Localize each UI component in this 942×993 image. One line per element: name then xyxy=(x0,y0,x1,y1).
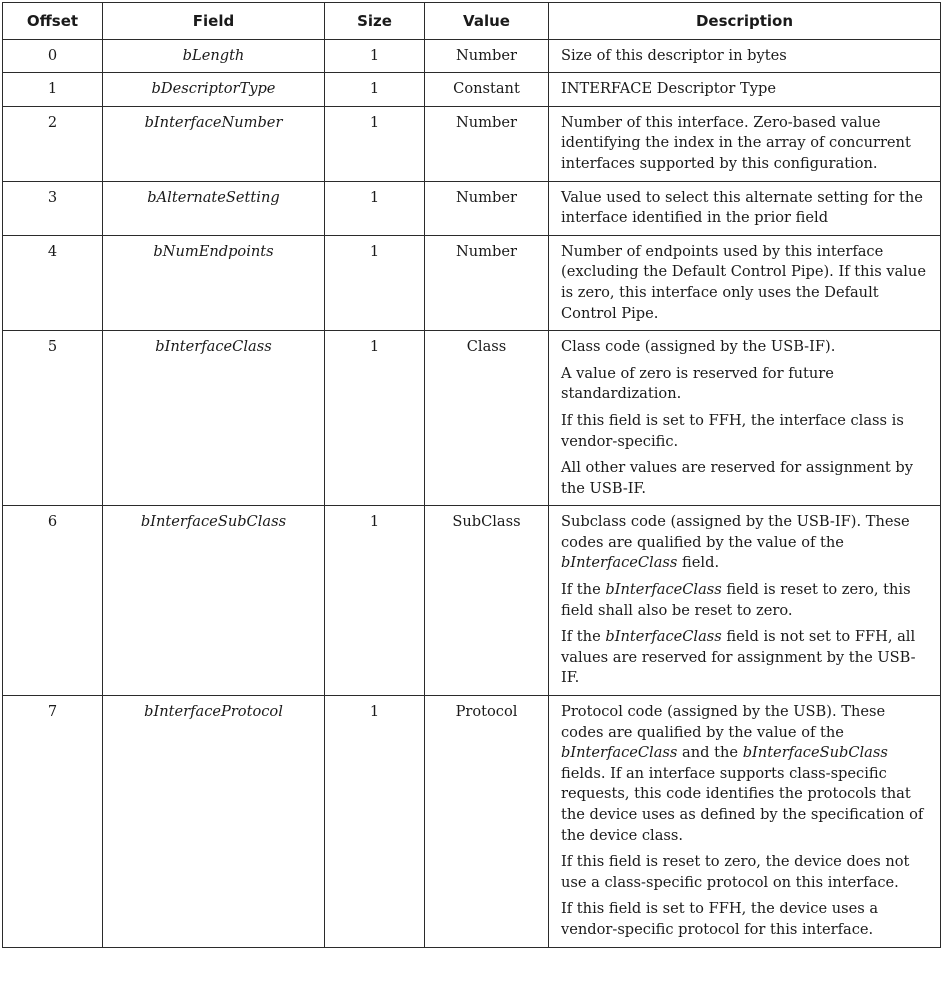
text-run: Protocol code (assigned by the USB). These codes are qualified by the value of the xyxy=(561,703,886,741)
table-row xyxy=(3,39,941,73)
value-cell: Number xyxy=(425,181,549,235)
value-cell: Number xyxy=(425,106,549,181)
text-run: Subclass code (assigned by the USB-IF). These codes are qualified by the value of the xyxy=(561,513,910,551)
field-reference: bInterfaceSubClass xyxy=(742,744,888,762)
description-text: All other values are reserved for assignment by the USB-IF. xyxy=(561,459,913,497)
description-text: Number of this interface. Zero-based value identifying the index in the array of concurrent interfaces supported by this configuration. xyxy=(561,113,911,172)
description-cell xyxy=(549,181,941,235)
value-cell: Number xyxy=(425,39,549,73)
description-text: INTERFACE Descriptor Type xyxy=(561,80,776,98)
description-text: If this field is set to FFH, the device uses a vendor-specific protocol for this interface. xyxy=(561,900,879,938)
field-cell: bNumEndpoints xyxy=(103,235,325,330)
field-cell: bInterfaceNumber xyxy=(103,106,325,181)
table-row xyxy=(3,506,941,696)
description-text: Size of this descriptor in bytes xyxy=(561,46,787,64)
value-cell: Number xyxy=(425,235,549,330)
size-cell: 1 xyxy=(325,235,425,330)
description-text xyxy=(561,702,930,846)
table-row xyxy=(3,73,941,107)
field-cell: bLength xyxy=(103,39,325,73)
size-cell: 1 xyxy=(325,39,425,73)
field-cell: bDescriptorType xyxy=(103,73,325,107)
offset-cell: 6 xyxy=(3,506,103,696)
field-reference: bInterfaceClass xyxy=(605,581,722,599)
value-cell: Class xyxy=(425,331,549,506)
table-row xyxy=(3,696,941,948)
offset-cell: 7 xyxy=(3,696,103,948)
table-row xyxy=(3,235,941,330)
table-row xyxy=(3,106,941,181)
header-description: Description xyxy=(549,3,941,40)
field-reference: bInterfaceClass xyxy=(561,554,678,572)
description-cell xyxy=(549,235,941,330)
header-field: Field xyxy=(103,3,325,40)
table-row xyxy=(3,181,941,235)
text-run: and the xyxy=(677,744,743,762)
size-cell: 1 xyxy=(325,696,425,948)
field-cell: bInterfaceClass xyxy=(103,331,325,506)
text-run: fields. If an interface supports class-specific requests, this code identifies the protocols that the device uses as defined by the specification of the device class. xyxy=(561,764,924,844)
offset-cell: 5 xyxy=(3,331,103,506)
description-cell xyxy=(549,106,941,181)
text-run: field is reset to zero, this field shall also be reset to zero. xyxy=(561,581,911,619)
field-reference: bInterfaceClass xyxy=(605,628,722,646)
header-value: Value xyxy=(425,3,549,40)
description-text: If this field is set to FFH, the interface class is vendor-specific. xyxy=(561,411,904,450)
size-cell: 1 xyxy=(325,73,425,107)
description-cell xyxy=(549,506,941,696)
text-run: If the xyxy=(561,628,606,646)
text-run: field. xyxy=(677,554,720,572)
offset-cell: 1 xyxy=(3,73,103,107)
size-cell: 1 xyxy=(325,331,425,506)
description-cell xyxy=(549,73,941,107)
field-cell: bAlternateSetting xyxy=(103,181,325,235)
size-cell: 1 xyxy=(325,181,425,235)
description-text xyxy=(561,512,930,574)
description-cell xyxy=(549,331,941,506)
interface-descriptor-table xyxy=(2,2,941,948)
description-text: If this field is reset to zero, the device does not use a class-specific protocol on this interface. xyxy=(561,853,910,891)
header-row xyxy=(3,3,941,40)
table-row xyxy=(3,331,941,506)
description-cell xyxy=(549,696,941,948)
description-text: Class code (assigned by the USB-IF). xyxy=(561,338,836,356)
description-text: Number of endpoints used by this interface (excluding the Default Control Pipe). If this value is zero, this interface only uses the Default Control Pipe. xyxy=(561,242,926,322)
description-text xyxy=(561,580,930,621)
field-cell: bInterfaceSubClass xyxy=(103,506,325,696)
field-cell: bInterfaceProtocol xyxy=(103,696,325,948)
size-cell: 1 xyxy=(325,106,425,181)
value-cell: SubClass xyxy=(425,506,549,696)
value-cell: Constant xyxy=(425,73,549,107)
text-run: field is not set to FFH, all values are reserved for assignment by the USB-IF. xyxy=(561,628,916,687)
description-text: A value of zero is reserved for future standardization. xyxy=(561,364,834,403)
description-cell xyxy=(549,39,941,73)
offset-cell: 2 xyxy=(3,106,103,181)
field-reference: bInterfaceClass xyxy=(561,744,678,762)
offset-cell: 0 xyxy=(3,39,103,73)
header-size: Size xyxy=(325,3,425,40)
size-cell: 1 xyxy=(325,506,425,696)
description-text xyxy=(561,627,930,689)
offset-cell: 3 xyxy=(3,181,103,235)
description-text: Value used to select this alternate setting for the interface identified in the prior field xyxy=(561,188,923,227)
header-offset: Offset xyxy=(3,3,103,40)
value-cell: Protocol xyxy=(425,696,549,948)
offset-cell: 4 xyxy=(3,235,103,330)
text-run: If the xyxy=(561,581,606,599)
